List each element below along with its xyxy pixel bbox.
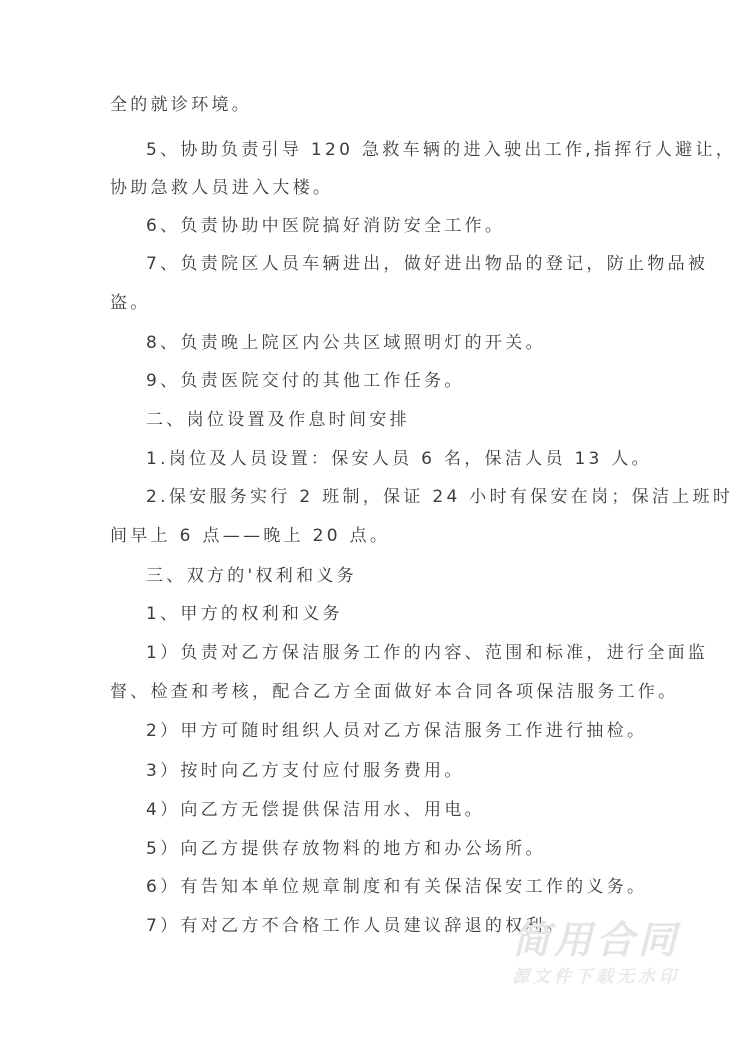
text-line: 2）甲方可随时组织人员对乙方保洁服务工作进行抽检。	[146, 721, 648, 741]
text-line: 1.岗位及人员设置：保安人员 6 名，保洁人员 13 人。	[146, 449, 652, 469]
text-line: 间早上 6 点——晚上 20 点。	[110, 526, 391, 546]
text-line: 协助急救人员进入大楼。	[110, 178, 334, 198]
section-heading: 二、岗位设置及作息时间安排	[146, 410, 410, 430]
text-line: 7、负责院区人员车辆进出，做好进出物品的登记，防止物品被	[146, 254, 709, 274]
text-line: 5）向乙方提供存放物料的地方和办公场所。	[146, 839, 546, 859]
text-line: 9、负责医院交付的其他工作任务。	[146, 371, 465, 391]
text-line: 2.保安服务实行 2 班制，保证 24 小时有保安在岗；保洁上班时	[146, 487, 734, 507]
text-line: 盗。	[110, 293, 151, 313]
text-line: 5、协助负责引导 120 急救车辆的进入驶出工作,指挥行人避让，	[146, 140, 737, 160]
text-line: 8、负责晚上院区内公共区域照明灯的开关。	[146, 333, 546, 353]
text-line: 4）向乙方无偿提供保洁用水、用电。	[146, 800, 485, 820]
text-line: 7）有对乙方不合格工作人员建议辞退的权利。	[146, 916, 567, 936]
watermark-title: 简用合同	[512, 918, 681, 962]
watermark	[512, 918, 702, 988]
text-line: 1）负责对乙方保洁服务工作的内容、范围和标准，进行全面监	[146, 643, 709, 663]
watermark-subtitle: 源文件下载无水印	[512, 967, 680, 987]
text-line: 3）按时向乙方支付应付服务费用。	[146, 761, 465, 781]
text-line: 6、负责协助中医院搞好消防安全工作。	[146, 216, 506, 236]
section-heading: 三、双方的'权利和义务	[146, 566, 357, 586]
text-line: 督、检查和考核，配合乙方全面做好本合同各项保洁服务工作。	[110, 682, 679, 702]
text-line: 6）有告知本单位规章制度和有关保洁保安工作的义务。	[146, 877, 648, 897]
subsection-heading: 1、甲方的权利和义务	[146, 604, 343, 624]
text-line: 全的就诊环境。	[110, 95, 253, 115]
